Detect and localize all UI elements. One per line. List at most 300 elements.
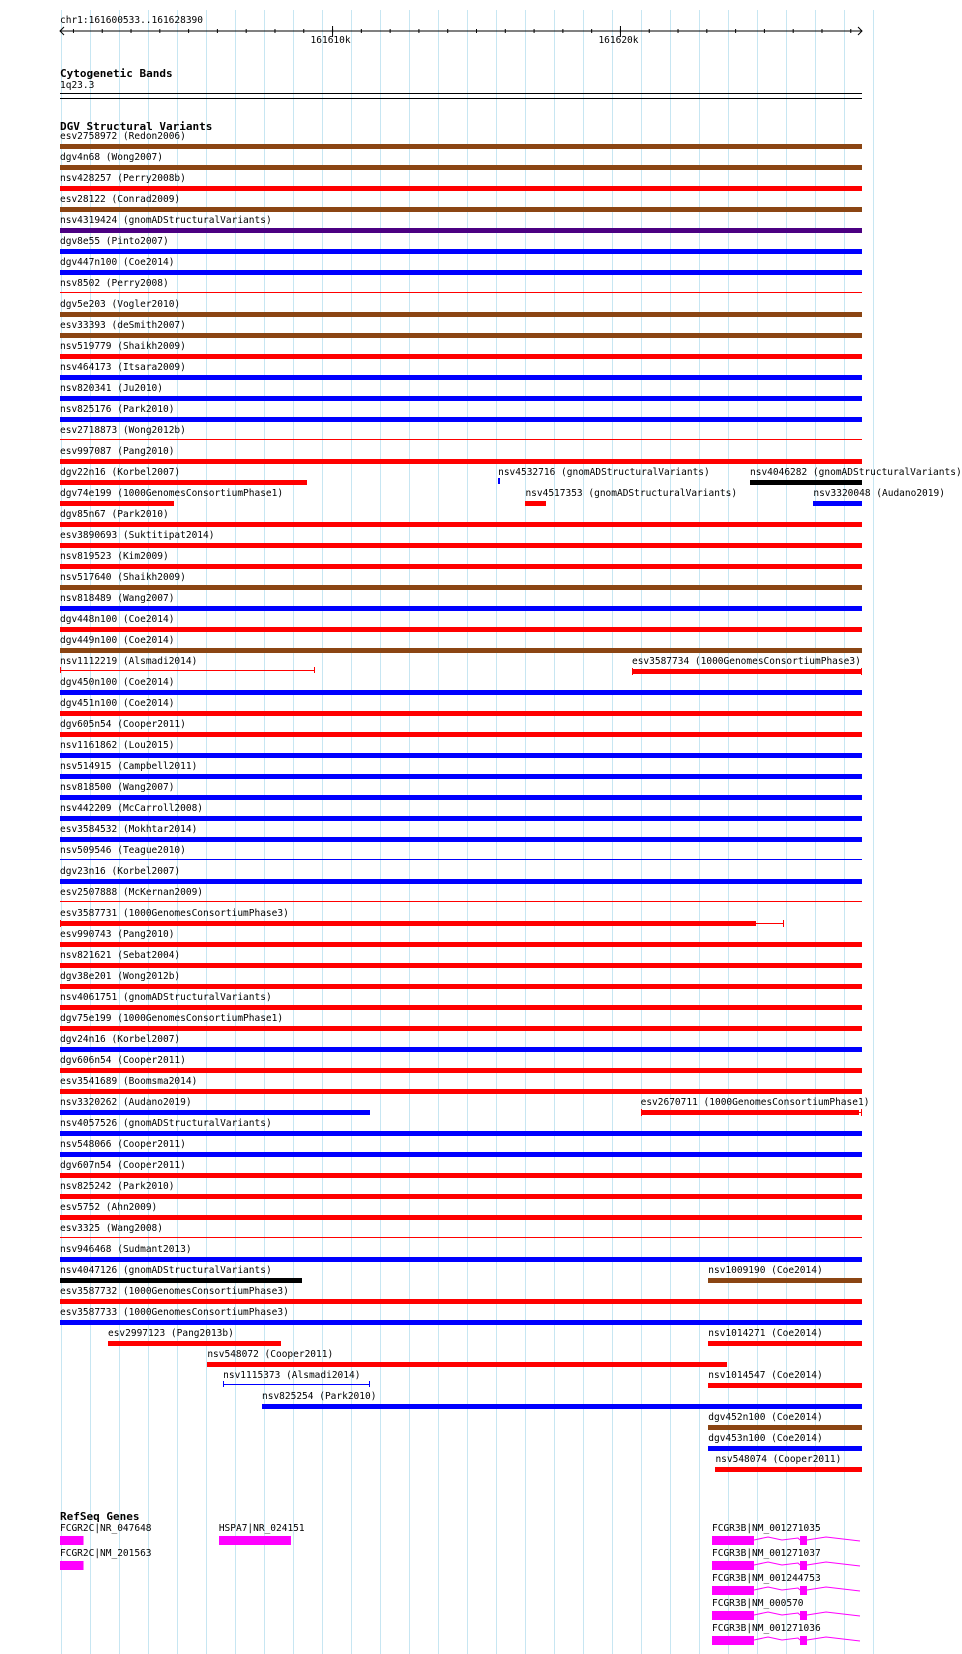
exon-block bbox=[712, 1636, 754, 1645]
sv-bar-nsv818500[interactable] bbox=[60, 795, 862, 800]
sv-id: nsv1009190 bbox=[708, 1265, 766, 1276]
intron-line bbox=[807, 1637, 860, 1641]
sv-label[interactable]: nsv821621 (Sebat2004) bbox=[60, 950, 181, 961]
sv-label[interactable]: esv997087 (Pang2010) bbox=[60, 446, 175, 457]
sv-label[interactable]: nsv442209 (McCarroll2008) bbox=[60, 803, 204, 814]
sv-id: nsv1014547 bbox=[708, 1370, 766, 1381]
sv-study: gnomADStructuralVariants bbox=[566, 467, 705, 478]
sv-label[interactable]: nsv3320048 (Audano2019) bbox=[813, 488, 945, 499]
position-label: chr1:161600533..161628390 bbox=[60, 15, 203, 26]
sv-id: dgv451n100 bbox=[60, 698, 118, 709]
exon-block bbox=[60, 1561, 84, 1570]
sv-bar-nsv3320262[interactable] bbox=[60, 1110, 370, 1115]
sv-bar-dgv606n54[interactable] bbox=[60, 1068, 862, 1073]
sv-bar-dgv74e199[interactable] bbox=[60, 501, 174, 506]
sv-label[interactable]: nsv818489 (Wang2007) bbox=[60, 593, 175, 604]
sv-label[interactable]: nsv509546 (Teague2010) bbox=[60, 845, 186, 856]
sv-id: esv3890693 bbox=[60, 530, 118, 541]
sv-label[interactable]: nsv428257 (Perry2008b) bbox=[60, 173, 186, 184]
sv-label[interactable]: esv33393 (deSmith2007) bbox=[60, 320, 186, 331]
gene-label[interactable]: FCGR2C|NM_201563 bbox=[60, 1548, 152, 1559]
sv-bar-nsv509546[interactable] bbox=[60, 859, 862, 860]
sv-study: Sudmant2013 bbox=[122, 1244, 186, 1255]
sv-id: nsv1014271 bbox=[708, 1328, 766, 1339]
sv-study: Korbel2007 bbox=[117, 866, 175, 877]
sv-ci-tick bbox=[641, 1109, 642, 1116]
sv-bar-esv3587732[interactable] bbox=[60, 1299, 862, 1304]
sv-label[interactable]: dgv4n68 (Wong2007) bbox=[60, 152, 163, 163]
sv-ci-line bbox=[756, 923, 784, 924]
sv-bar-nsv818489[interactable] bbox=[60, 606, 862, 611]
sv-study: Coe2014 bbox=[128, 635, 169, 646]
sv-label[interactable]: dgv8e55 (Pinto2007) bbox=[60, 236, 169, 247]
sv-label[interactable]: esv3541689 (Boomsma2014) bbox=[60, 1076, 198, 1087]
sv-label[interactable]: nsv825176 (Park2010) bbox=[60, 404, 175, 415]
sv-bar-nsv548072[interactable] bbox=[207, 1362, 727, 1367]
sv-bar-nsv1115373[interactable] bbox=[223, 1384, 370, 1385]
sv-bar-esv5752[interactable] bbox=[60, 1215, 862, 1220]
exon-block bbox=[800, 1561, 807, 1570]
sv-id: esv3587732 bbox=[60, 1286, 118, 1297]
sv-study: Itsara2009 bbox=[122, 362, 181, 373]
sv-id: dgv24n16 bbox=[60, 1034, 106, 1045]
sv-id: esv2758972 bbox=[60, 131, 118, 142]
sv-id: nsv548074 bbox=[715, 1454, 767, 1465]
sv-bar-dgv22n16[interactable] bbox=[60, 480, 307, 485]
gene-model[interactable] bbox=[60, 1535, 84, 1547]
sv-id: nsv825254 bbox=[262, 1391, 314, 1402]
sv-label[interactable]: dgv606n54 (Cooper2011) bbox=[60, 1055, 186, 1066]
intron-line bbox=[782, 1638, 800, 1640]
exon-block bbox=[712, 1536, 754, 1545]
sv-label[interactable]: nsv548072 (Cooper2011) bbox=[207, 1349, 334, 1360]
sv-label[interactable]: dgv451n100 (Coe2014) bbox=[60, 698, 175, 709]
sv-bar-esv3584532[interactable] bbox=[60, 837, 862, 842]
sv-study: Cooper2011 bbox=[270, 1349, 328, 1360]
sv-bar-nsv1009190[interactable] bbox=[708, 1278, 862, 1283]
sv-bar-dgv605n54[interactable] bbox=[60, 732, 862, 737]
gene-model[interactable] bbox=[712, 1635, 862, 1647]
sv-bar-nsv4319424[interactable] bbox=[60, 228, 862, 233]
sv-study: Suktitipat2014 bbox=[128, 530, 209, 541]
dgv-track-title[interactable]: DGV Structural Variants bbox=[60, 120, 213, 133]
sv-study: Cooper2011 bbox=[122, 1139, 181, 1150]
sv-bar-dgv4n68[interactable] bbox=[60, 165, 862, 170]
sv-id: nsv821621 bbox=[60, 950, 112, 961]
intron-line bbox=[807, 1537, 860, 1541]
sv-label[interactable]: dgv23n16 (Korbel2007) bbox=[60, 866, 181, 877]
sv-label[interactable]: esv3587731 (1000GenomesConsortiumPhase3) bbox=[60, 908, 289, 919]
gene-label[interactable]: HSPA7|NR_024151 bbox=[218, 1523, 305, 1534]
sv-bar-nsv1161862[interactable] bbox=[60, 753, 862, 758]
sv-study: Mokhtar2014 bbox=[128, 824, 192, 835]
sv-study: Ju2010 bbox=[122, 383, 158, 394]
sv-bar-nsv821621[interactable] bbox=[60, 963, 862, 968]
sv-ci-tick bbox=[783, 920, 784, 927]
sv-label[interactable]: nsv514915 (Campbell2011) bbox=[60, 761, 198, 772]
sv-bar-nsv464173[interactable] bbox=[60, 375, 862, 380]
sv-id: esv990743 bbox=[60, 929, 112, 940]
sv-id: nsv8502 bbox=[60, 278, 101, 289]
sv-study: Audano2019 bbox=[128, 1097, 186, 1108]
sv-study: Shaikh2009 bbox=[122, 572, 181, 583]
sv-id: esv997087 bbox=[60, 446, 112, 457]
sv-label[interactable]: nsv1115373 (Alsmadi2014) bbox=[223, 1370, 361, 1381]
sv-study: 1000GenomesConsortiumPhase1 bbox=[122, 1013, 278, 1024]
sv-id: esv3584532 bbox=[60, 824, 118, 835]
sv-label[interactable]: dgv75e199 (1000GenomesConsortiumPhase1) bbox=[60, 1013, 284, 1024]
intron-line bbox=[754, 1637, 782, 1640]
sv-label[interactable]: nsv1014547 (Coe2014) bbox=[708, 1370, 823, 1381]
sv-study: Sebat2004 bbox=[122, 950, 175, 961]
gene-label[interactable]: FCGR2C|NR_047648 bbox=[60, 1523, 152, 1534]
sv-id: nsv464173 bbox=[60, 362, 112, 373]
sv-label[interactable]: esv3584532 (Mokhtar2014) bbox=[60, 824, 198, 835]
sv-label[interactable]: nsv548074 (Cooper2011) bbox=[715, 1454, 842, 1465]
sv-bar-esv3541689[interactable] bbox=[60, 1089, 862, 1094]
sv-id: dgv607n54 bbox=[60, 1160, 112, 1171]
sv-study: Conrad2009 bbox=[117, 194, 175, 205]
sv-label[interactable]: esv2507888 (McKernan2009) bbox=[60, 887, 204, 898]
sv-label[interactable]: nsv820341 (Ju2010) bbox=[60, 383, 163, 394]
gene-label[interactable]: FCGR3B|NM_001271035 bbox=[712, 1523, 821, 1534]
sv-study: Coe2014 bbox=[776, 1433, 817, 1444]
sv-bar-dgv449n100[interactable] bbox=[60, 648, 862, 653]
sv-label[interactable]: nsv4047126 (gnomADStructuralVariants) bbox=[60, 1265, 272, 1276]
sv-id: nsv4319424 bbox=[60, 215, 118, 226]
sv-label[interactable]: esv3890693 (Suktitipat2014) bbox=[60, 530, 215, 541]
sv-bar-dgv607n54[interactable] bbox=[60, 1173, 862, 1178]
sv-label[interactable]: nsv3320262 (Audano2019) bbox=[60, 1097, 192, 1108]
sv-bar-nsv1112219[interactable] bbox=[60, 670, 315, 671]
sv-ci-tick bbox=[60, 920, 61, 927]
sv-label[interactable]: dgv607n54 (Cooper2011) bbox=[60, 1160, 186, 1171]
exon-block bbox=[712, 1586, 754, 1595]
sv-study: 1000GenomesConsortiumPhase3 bbox=[128, 1307, 284, 1318]
gene-model[interactable] bbox=[60, 1560, 84, 1572]
sv-label[interactable]: esv2670711 (1000GenomesConsortiumPhase1) bbox=[640, 1097, 870, 1108]
sv-id: dgv74e199 bbox=[60, 488, 112, 499]
exon-block bbox=[60, 1536, 84, 1545]
sv-id: dgv449n100 bbox=[60, 635, 118, 646]
sv-study: Coe2014 bbox=[128, 614, 169, 625]
sv-label[interactable]: nsv1014271 (Coe2014) bbox=[708, 1328, 823, 1339]
sv-label[interactable]: dgv447n100 (Coe2014) bbox=[60, 257, 175, 268]
sv-id: dgv85n67 bbox=[60, 509, 106, 520]
sv-study: Wong2012b bbox=[122, 971, 175, 982]
gene-model[interactable] bbox=[712, 1585, 862, 1597]
sv-bar-esv3587733[interactable] bbox=[60, 1320, 862, 1325]
sv-bar-nsv4046282[interactable] bbox=[750, 480, 862, 485]
sv-bar-nsv8502[interactable] bbox=[60, 292, 862, 293]
gene-label[interactable]: FCGR3B|NM_001271036 bbox=[712, 1623, 821, 1634]
sv-label[interactable]: nsv4532716 (gnomADStructuralVariants) bbox=[498, 467, 710, 478]
sv-id: dgv450n100 bbox=[60, 677, 118, 688]
sv-bar-nsv4047126[interactable] bbox=[60, 1278, 302, 1283]
sv-study: Audano2019 bbox=[882, 488, 940, 499]
sv-label[interactable]: esv2758972 (Redon2006) bbox=[60, 131, 186, 142]
sv-id: nsv428257 bbox=[60, 173, 112, 184]
sv-label[interactable]: dgv5e203 (Vogler2010) bbox=[60, 299, 181, 310]
sv-label[interactable]: dgv605n54 (Cooper2011) bbox=[60, 719, 186, 730]
gene-model[interactable] bbox=[712, 1610, 862, 1622]
ruler-tick-label: 161610k bbox=[310, 35, 351, 46]
sv-label[interactable]: dgv74e199 (1000GenomesConsortiumPhase1) bbox=[60, 488, 284, 499]
sv-label[interactable]: nsv946468 (Sudmant2013) bbox=[60, 1244, 192, 1255]
sv-label[interactable]: esv5752 (Ahn2009) bbox=[60, 1202, 158, 1213]
gene-label[interactable]: FCGR3B|NM_001271037 bbox=[712, 1548, 821, 1559]
sv-bar-esv2507888[interactable] bbox=[60, 901, 862, 902]
cytoband-track-title[interactable]: Cytogenetic Bands bbox=[60, 67, 173, 80]
sv-id: nsv4047126 bbox=[60, 1265, 118, 1276]
sv-id: nsv1112219 bbox=[60, 656, 118, 667]
sv-bar-nsv820341[interactable] bbox=[60, 396, 862, 401]
sv-label[interactable]: nsv825254 (Park2010) bbox=[262, 1391, 377, 1402]
sv-study: gnomADStructuralVariants bbox=[818, 467, 956, 478]
sv-study: Pang2010 bbox=[122, 929, 169, 940]
gene-model[interactable] bbox=[219, 1535, 291, 1547]
sv-label[interactable]: dgv38e201 (Wong2012b) bbox=[60, 971, 181, 982]
sv-label[interactable]: nsv517640 (Shaikh2009) bbox=[60, 572, 186, 583]
exon-block bbox=[800, 1611, 807, 1620]
sv-id: dgv75e199 bbox=[60, 1013, 112, 1024]
sv-label[interactable]: esv3587732 (1000GenomesConsortiumPhase3) bbox=[60, 1286, 289, 1297]
sv-id: nsv825242 bbox=[60, 1181, 112, 1192]
sv-id: esv3541689 bbox=[60, 1076, 118, 1087]
grid-line bbox=[235, 10, 236, 1654]
sv-bar-nsv4057526[interactable] bbox=[60, 1131, 862, 1136]
sv-bar-nsv4061751[interactable] bbox=[60, 1005, 862, 1010]
exon-block bbox=[712, 1561, 754, 1570]
sv-label[interactable]: dgv85n67 (Park2010) bbox=[60, 509, 169, 520]
sv-bar-nsv4517353[interactable] bbox=[525, 501, 545, 506]
sv-bar-dgv75e199[interactable] bbox=[60, 1026, 862, 1031]
sv-study: McKernan2009 bbox=[128, 887, 198, 898]
sv-bar-dgv452n100[interactable] bbox=[708, 1425, 862, 1430]
sv-bar-dgv448n100[interactable] bbox=[60, 627, 862, 632]
sv-id: nsv818489 bbox=[60, 593, 112, 604]
sv-bar-esv28122[interactable] bbox=[60, 207, 862, 212]
sv-study: McCarroll2008 bbox=[122, 803, 198, 814]
sv-bar-esv3325[interactable] bbox=[60, 1237, 862, 1238]
refseq-track-title[interactable]: RefSeq Genes bbox=[60, 1510, 140, 1523]
sv-study: Park2010 bbox=[117, 509, 163, 520]
sv-study: Park2010 bbox=[122, 1181, 169, 1192]
sv-id: esv2718873 bbox=[60, 425, 118, 436]
sv-bar-nsv548066[interactable] bbox=[60, 1152, 862, 1157]
sv-bar-nsv946468[interactable] bbox=[60, 1257, 862, 1262]
sv-bar-esv990743[interactable] bbox=[60, 942, 862, 947]
gene-model[interactable] bbox=[712, 1535, 862, 1547]
sv-study: Lou2015 bbox=[128, 740, 169, 751]
sv-id: nsv517640 bbox=[60, 572, 112, 583]
sv-bar-esv3587731[interactable] bbox=[60, 921, 756, 926]
sv-study: deSmith2007 bbox=[117, 320, 181, 331]
sv-label[interactable]: esv2997123 (Pang2013b) bbox=[107, 1328, 234, 1339]
sv-id: nsv1115373 bbox=[223, 1370, 281, 1381]
sv-ci-tick bbox=[861, 668, 862, 675]
sv-study: Coe2014 bbox=[776, 1328, 817, 1339]
sv-id: dgv22n16 bbox=[60, 467, 106, 478]
sv-id: nsv519779 bbox=[60, 341, 112, 352]
intron-line bbox=[782, 1613, 800, 1615]
sv-label[interactable]: nsv519779 (Shaikh2009) bbox=[60, 341, 186, 352]
sv-bar-esv2758972[interactable] bbox=[60, 144, 862, 149]
sv-bar-nsv825242[interactable] bbox=[60, 1194, 862, 1199]
sv-bar-nsv428257[interactable] bbox=[60, 186, 862, 191]
intron-line bbox=[754, 1562, 782, 1565]
sv-bar-dgv24n16[interactable] bbox=[60, 1047, 862, 1052]
sv-bar-dgv453n100[interactable] bbox=[708, 1446, 862, 1451]
sv-id: dgv4n68 bbox=[60, 152, 101, 163]
sv-study: 1000GenomesConsortiumPhase3 bbox=[700, 656, 856, 667]
exon-block bbox=[712, 1611, 754, 1620]
sv-study: Teague2010 bbox=[122, 845, 181, 856]
sv-study: gnomADStructuralVariants bbox=[128, 1118, 266, 1129]
sv-label[interactable]: nsv4057526 (gnomADStructuralVariants) bbox=[60, 1118, 272, 1129]
sv-label[interactable]: nsv548066 (Cooper2011) bbox=[60, 1139, 186, 1150]
sv-label[interactable]: dgv448n100 (Coe2014) bbox=[60, 614, 175, 625]
sv-id: dgv605n54 bbox=[60, 719, 112, 730]
sv-bar-nsv548074[interactable] bbox=[715, 1467, 862, 1472]
sv-study: Vogler2010 bbox=[117, 299, 175, 310]
sv-label[interactable]: nsv4319424 (gnomADStructuralVariants) bbox=[60, 215, 272, 226]
sv-id: nsv818500 bbox=[60, 782, 112, 793]
scale-ruler[interactable] bbox=[0, 25, 890, 45]
sv-bar-dgv451n100[interactable] bbox=[60, 711, 862, 716]
intron-line bbox=[754, 1537, 782, 1540]
sv-bar-nsv3320048[interactable] bbox=[813, 501, 862, 506]
sv-label[interactable]: esv28122 (Conrad2009) bbox=[60, 194, 181, 205]
sv-label[interactable]: nsv4046282 (gnomADStructuralVariants) bbox=[750, 467, 962, 478]
sv-bar-dgv5e203[interactable] bbox=[60, 312, 862, 317]
sv-label[interactable]: esv3325 (Wang2008) bbox=[60, 1223, 163, 1234]
grid-line bbox=[873, 10, 874, 1654]
intron-line bbox=[807, 1562, 860, 1566]
sv-id: esv5752 bbox=[60, 1202, 101, 1213]
sv-label[interactable]: nsv8502 (Perry2008) bbox=[60, 278, 169, 289]
sv-label[interactable]: esv3587734 (1000GenomesConsortiumPhase3) bbox=[631, 656, 861, 667]
sv-id: nsv4046282 bbox=[750, 467, 808, 478]
sv-label[interactable]: nsv1009190 (Coe2014) bbox=[708, 1265, 823, 1276]
sv-study: Coe2014 bbox=[776, 1412, 817, 1423]
sv-id: esv3325 bbox=[60, 1223, 101, 1234]
sv-label[interactable]: dgv452n100 (Coe2014) bbox=[708, 1412, 823, 1423]
sv-bar-esv2997123[interactable] bbox=[108, 1341, 281, 1346]
sv-label[interactable]: nsv4061751 (gnomADStructuralVariants) bbox=[60, 992, 272, 1003]
sv-bar-dgv38e201[interactable] bbox=[60, 984, 862, 989]
sv-id: dgv38e201 bbox=[60, 971, 112, 982]
sv-bar-dgv450n100[interactable] bbox=[60, 690, 862, 695]
sv-bar-dgv85n67[interactable] bbox=[60, 522, 862, 527]
sv-label[interactable]: dgv449n100 (Coe2014) bbox=[60, 635, 175, 646]
sv-study: Cooper2011 bbox=[122, 719, 181, 730]
sv-bar-dgv447n100[interactable] bbox=[60, 270, 862, 275]
sv-label[interactable]: nsv818500 (Wang2007) bbox=[60, 782, 175, 793]
sv-study: Campbell2011 bbox=[122, 761, 192, 772]
sv-study: Kim2009 bbox=[122, 551, 163, 562]
sv-study: Coe2014 bbox=[776, 1370, 817, 1381]
sv-label[interactable]: esv990743 (Pang2010) bbox=[60, 929, 175, 940]
sv-study: Coe2014 bbox=[128, 698, 169, 709]
sv-label[interactable]: nsv4517353 (gnomADStructuralVariants) bbox=[525, 488, 738, 499]
sv-bar-dgv23n16[interactable] bbox=[60, 879, 862, 884]
sv-label[interactable]: esv3587733 (1000GenomesConsortiumPhase3) bbox=[60, 1307, 289, 1318]
sv-bar-nsv519779[interactable] bbox=[60, 354, 862, 359]
sv-label[interactable]: nsv819523 (Kim2009) bbox=[60, 551, 169, 562]
sv-study: Perry2008 bbox=[111, 278, 163, 289]
sv-id: nsv548072 bbox=[207, 1349, 259, 1360]
sv-study: gnomADStructuralVariants bbox=[128, 1265, 266, 1276]
sv-bar-nsv442209[interactable] bbox=[60, 816, 862, 821]
sv-label[interactable]: esv2718873 (Wong2012b) bbox=[60, 425, 186, 436]
sv-bar-nsv825176[interactable] bbox=[60, 417, 862, 422]
sv-study: Coe2014 bbox=[128, 677, 169, 688]
sv-id: nsv548066 bbox=[60, 1139, 112, 1150]
sv-study: 1000GenomesConsortiumPhase1 bbox=[709, 1097, 864, 1108]
sv-label[interactable]: dgv453n100 (Coe2014) bbox=[708, 1433, 823, 1444]
sv-label[interactable]: nsv1112219 (Alsmadi2014) bbox=[60, 656, 198, 667]
sv-bar-nsv819523[interactable] bbox=[60, 564, 862, 569]
sv-study: Korbel2007 bbox=[117, 1034, 175, 1045]
sv-bar-nsv825254[interactable] bbox=[262, 1404, 862, 1409]
sv-id: dgv452n100 bbox=[708, 1412, 766, 1423]
sv-label[interactable]: nsv825242 (Park2010) bbox=[60, 1181, 175, 1192]
sv-study: Cooper2011 bbox=[778, 1454, 836, 1465]
sv-id: nsv509546 bbox=[60, 845, 112, 856]
sv-study: Coe2014 bbox=[128, 257, 169, 268]
sv-bar-nsv1014547[interactable] bbox=[708, 1383, 862, 1388]
sv-id: dgv8e55 bbox=[60, 236, 101, 247]
gene-model[interactable] bbox=[712, 1560, 862, 1572]
sv-bar-nsv1014271[interactable] bbox=[708, 1341, 862, 1346]
sv-id: nsv514915 bbox=[60, 761, 112, 772]
sv-id: nsv1161862 bbox=[60, 740, 118, 751]
sv-id: nsv4061751 bbox=[60, 992, 118, 1003]
sv-label[interactable]: nsv1161862 (Lou2015) bbox=[60, 740, 175, 751]
sv-study: Perry2008b bbox=[122, 173, 181, 184]
sv-bar-esv33393[interactable] bbox=[60, 333, 862, 338]
sv-study: Pang2010 bbox=[122, 446, 169, 457]
sv-bar-esv3587734[interactable] bbox=[632, 669, 862, 674]
sv-bar-esv2718873[interactable] bbox=[60, 439, 862, 440]
sv-bar-nsv4532716[interactable] bbox=[498, 478, 500, 484]
sv-label[interactable]: dgv24n16 (Korbel2007) bbox=[60, 1034, 181, 1045]
sv-study: Coe2014 bbox=[776, 1265, 817, 1276]
sv-id: nsv946468 bbox=[60, 1244, 112, 1255]
sv-bar-esv3890693[interactable] bbox=[60, 543, 862, 548]
sv-label[interactable]: nsv464173 (Itsara2009) bbox=[60, 362, 186, 373]
sv-bar-nsv517640[interactable] bbox=[60, 585, 862, 590]
intron-line bbox=[754, 1612, 782, 1615]
grid-line bbox=[206, 10, 207, 1654]
sv-bar-esv997087[interactable] bbox=[60, 459, 862, 464]
gene-label[interactable]: FCGR3B|NM_000570 bbox=[712, 1598, 804, 1609]
sv-label[interactable]: dgv22n16 (Korbel2007) bbox=[60, 467, 181, 478]
sv-id: dgv23n16 bbox=[60, 866, 106, 877]
sv-id: esv2670711 bbox=[640, 1097, 698, 1108]
gene-label[interactable]: FCGR3B|NM_001244753 bbox=[712, 1573, 821, 1584]
sv-id: dgv606n54 bbox=[60, 1055, 112, 1066]
sv-id: nsv4532716 bbox=[498, 467, 556, 478]
sv-bar-esv2670711[interactable] bbox=[641, 1110, 860, 1115]
exon-block bbox=[800, 1636, 807, 1645]
sv-study: gnomADStructuralVariants bbox=[594, 488, 732, 499]
sv-label[interactable]: dgv450n100 (Coe2014) bbox=[60, 677, 175, 688]
sv-bar-nsv514915[interactable] bbox=[60, 774, 862, 779]
sv-study: gnomADStructuralVariants bbox=[128, 215, 266, 226]
sv-bar-dgv8e55[interactable] bbox=[60, 249, 862, 254]
